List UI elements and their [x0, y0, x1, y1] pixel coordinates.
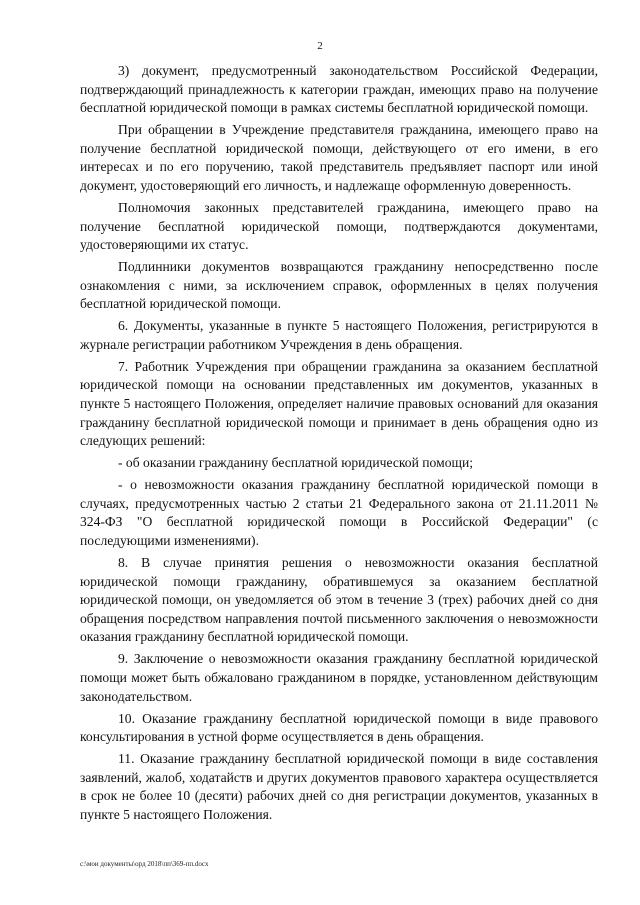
paragraph-10: 10. Оказание гражданину бесплатной юридической помощи в виде правового консультирования в устной форме осуществляется в день обращения.: [80, 710, 598, 745]
paragraph-originals-returned: Подлинники документов возвращаются гражданину непосредственно после ознакомления с ними, за исключением справок, оформленных в целях получения бесплатной юридической помощи.: [80, 259, 598, 312]
file-path-footer: c:\мои документы\орд 2018\пп\369-пп.docx: [80, 860, 209, 868]
paragraph-legal-representatives: Полномочия законных представителей гражданина, имеющего право на получение бесплатной юридической помощи, подтверждаются документами, удостоверяющими их статус.: [80, 199, 598, 253]
paragraph-6: 6. Документы, указанные в пункте 5 настоящего Положения, регистрируются в журнале регистрации работником Учреждения в день обращения.: [80, 318, 598, 352]
page-number: 2: [317, 40, 323, 52]
paragraph-9: 9. Заключение о невозможности оказания гражданину бесплатной юридической помощи может быть обжаловано гражданином в порядке, установленном действующим законодательством.: [80, 651, 598, 704]
paragraph-decision-provide: - об оказании гражданину бесплатной юридической помощи;: [118, 455, 474, 471]
paragraph-decision-impossible: - о невозможности оказания гражданину бесплатной юридической помощи в случаях, предусмотренных частью 2 статьи 21 Федерального закона от 21.11.2011 № 324-ФЗ "О бесплатной юридической помощи в Российской Федерации" (с последующими изменениями).: [80, 477, 598, 548]
document-body: [80, 62, 598, 828]
paragraph-7: 7. Работник Учреждения при обращении гражданина за оказанием бесплатной юридической помощи на основании представленных им документов, указанных в пункте 5 настоящего Положения, определяет наличие правовых оснований для оказания гражданину бесплатной юридической помощи и принимает в день обращения одно из следующих решений:: [80, 358, 598, 449]
paragraph-item-3: 3) документ, предусмотренный законодательством Российской Федерации, подтверждающий принадлежность к категории граждан, имеющих право на получение бесплатной юридической помощи в рамках системы бесплатной юридической помощи.: [80, 63, 598, 116]
paragraph-representative: При обращении в Учреждение представителя гражданина, имеющего право на получение бесплатной юридической помощи, действующего от его имени, в его интересах и по его поручению, такой представитель предъявляет паспорт или иной документ, удостоверяющий его личность, и надлежаще оформленную доверенность.: [80, 122, 598, 193]
paragraph-11: 11. Оказание гражданину бесплатной юридической помощи в виде составления заявлений, жалоб, ходатайств и других документов правового характера осуществляется в срок не более 10 (десяти) рабочих дней со дня регистрации документов, указанных в пункте 5 настоящего Положения.: [80, 751, 598, 822]
paragraph-8: 8. В случае принятия решения о невозможности оказания бесплатной юридической помощи гражданину, обратившемуся за оказанием бесплатной юридической помощи, он уведомляется об этом в течение 3 (трех) рабочих дней со дня обращения посредством направления почтой письменного заключения о невозможности оказания гражданину бесплатной юридической помощи.: [80, 554, 598, 645]
